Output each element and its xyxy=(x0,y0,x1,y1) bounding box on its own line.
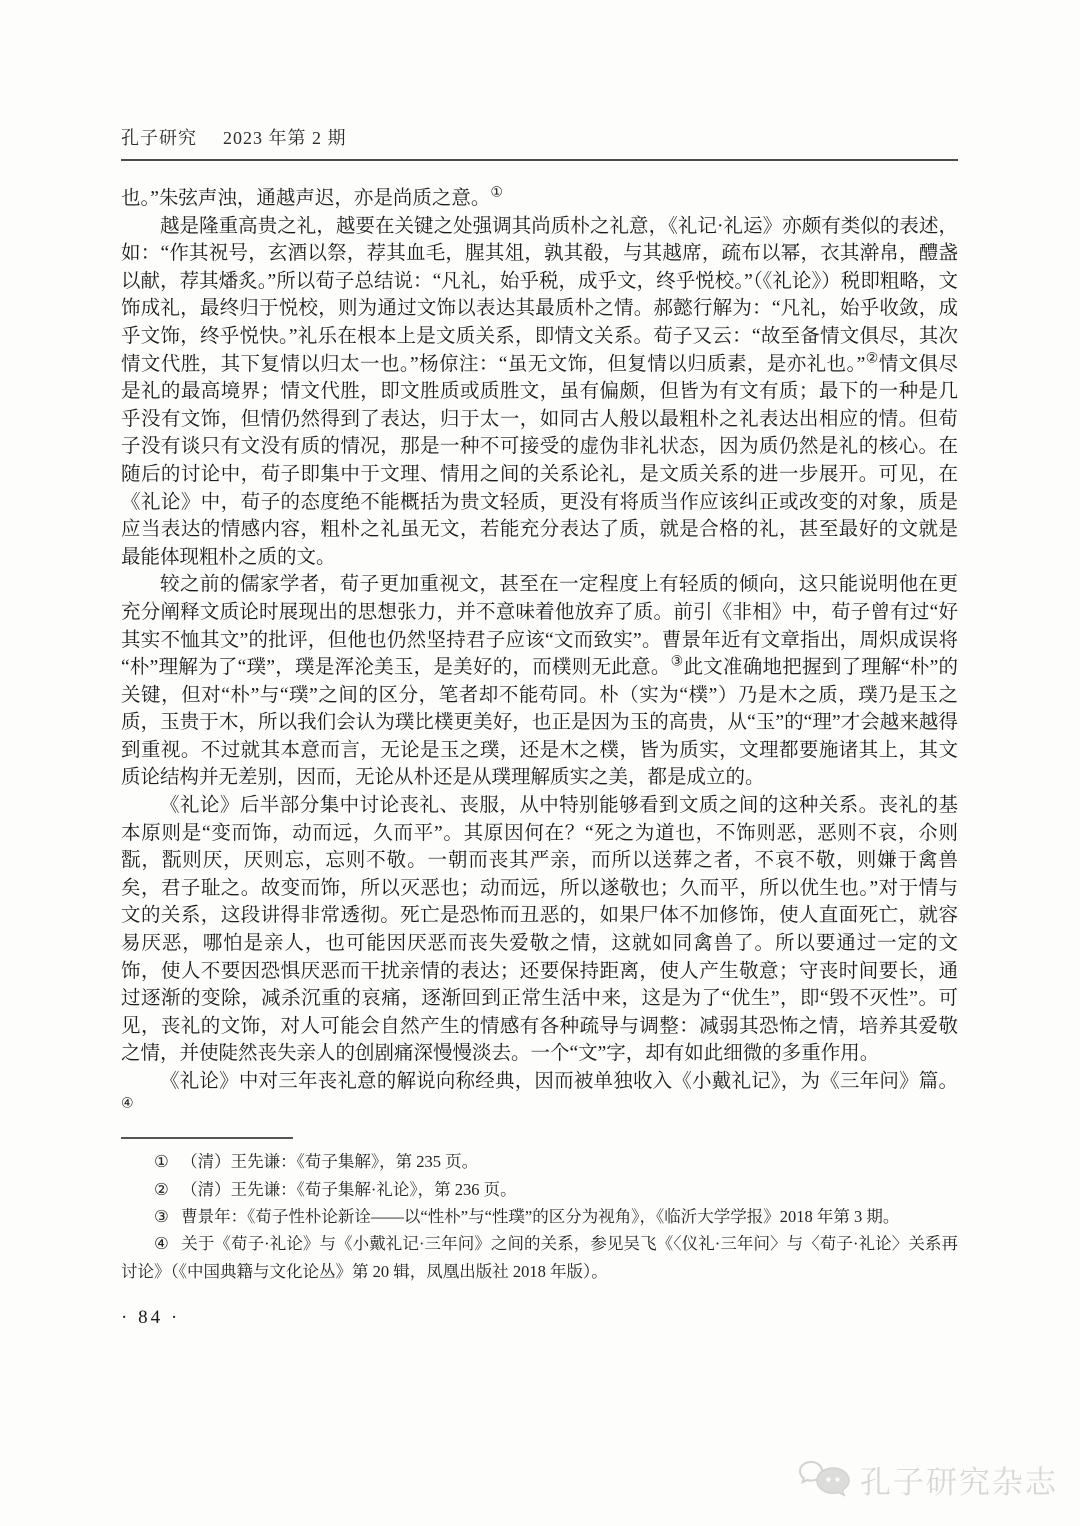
body-paragraph: 《礼论》后半部分集中讨论丧礼、丧服，从中特别能够看到文质之间的这种关系。丧礼的基本原则是“变而饰，动而远，久而平”。其原因何在？“死之为道也，不饰则恶，恶则不哀，尒则翫，翫则厌，厌则忘，忘则不敬。一朝而丧其严亲，而所以送葬之者，不哀不敬，则嫌于禽兽矣，君子耻之。故变而饰，所以灭恶也；动而远，所以遂敬也；久而平，所以优生也。”对于情与文的关系，这段讲得非常透彻。死亡是恐怖而丑恶的，如果尸体不加修饰，使人直面死亡，就容易厌恶，哪怕是亲人，也可能因厌恶而丧失爱敬之情，这就如同禽兽了。所以要通过一定的文饰，使人不要因恐惧厌恶而干扰亲情的表达；还要保持距离，使人产生敬意；守丧时间要长，通过逐渐的变除，减杀沉重的哀痛，逐渐回到正常生活中来，这是为了“优生”，即“毁不灭性”。可见，丧礼的文饰，对人可能会自然产生的情感有各种疏导与调整：减弱其恐怖之情，培养其爱敬之情，并使陡然丧失亲人的创剧痛深慢慢淡去。一个“文”字，却有如此细微的多重作用。 xyxy=(121,795,958,1065)
article-body xyxy=(121,185,958,1123)
body-paragraph: 越是隆重高贵之礼，越要在关键之处强调其尚质朴之礼意，《礼记·礼运》亦颇有类似的表述，如：“作其祝号，玄酒以祭，荐其血毛，腥其俎，孰其殽，与其越席，疏布以幂，衣其澣帛，醴盏以献，荐其燔炙。”所以荀子总结说：“凡礼，始乎税，成乎文，终乎悦校。”（《礼论》）税即粗略，文饰成礼，最终归于悦校，则为通过文饰以表达其最质朴之情。郝懿行解为：“凡礼，始乎收敛，成乎文饰，终乎悦快。”礼乐在根本上是文质关系，即情文关系。荀子又云：“故至备情文俱尽，其次情文代胜，其下复情以归太一也。”杨倞注：“虽无文饰，但复情以归质素，是亦礼也。”②情文俱尽是礼的最高境界；情文代胜，即文胜质或质胜文，虽有偏颇，但皆为有文有质；最下的一种是几乎没有文饰，但情仍然得到了表达，归于太一，如同古人般以最粗朴之礼表达出相应的情。但荀子没有谈只有文没有质的情况，那是一种不可接受的虚伪非礼状态，因为质仍然是礼的核心。在随后的讨论中，荀子即集中于文理、情用之间的关系论礼，是文质关系的进一步展开。可见，在《礼论》中，荀子的态度绝不能概括为贵文轻质，更没有将质当作应该纠正或改变的对象，质是应当表达的情感内容，粗朴之礼虽无文，若能充分表达了质，就是合格的礼，甚至最好的文就是最能体现粗朴之质的文。 xyxy=(121,215,958,568)
footnote-item xyxy=(121,1203,958,1230)
page-number: · 84 · xyxy=(121,1307,181,1329)
footnote-item xyxy=(121,1176,958,1203)
footnote-marker: ③ xyxy=(154,1207,169,1226)
header-rule xyxy=(121,159,958,161)
footnotes xyxy=(121,1148,958,1285)
footnote-text: 曹景年：《荀子性朴论新诠——以“性朴”与“性璞”的区分为视角》，《临沂大学学报》2018 年第 3 期。 xyxy=(181,1207,900,1226)
footnote-text: 关于《荀子·礼论》与《小戴礼记·三年问》之间的关系，参见吴飞《〈仪礼·三年问〉与〈荀子·礼论〉关系再讨论》（《中国典籍与文化论丛》第 20 辑，凤凰出版社 2018 年版）。 xyxy=(121,1234,958,1281)
body-paragraph: 《礼论》中对三年丧礼意的解说向称经典，因而被单独收入《小戴礼记》，为《三年问》篇。④ xyxy=(121,1071,958,1112)
wechat-icon xyxy=(797,1458,853,1502)
footnote-item xyxy=(121,1230,958,1285)
footnote-separator xyxy=(121,1137,293,1139)
footnote-marker: ④ xyxy=(154,1234,169,1254)
footnote-text: （清）王先谦：《荀子集解·礼论》，第 236 页。 xyxy=(181,1179,517,1199)
footnote-text: （清）王先谦：《荀子集解》，第 235 页。 xyxy=(181,1152,479,1172)
watermark xyxy=(797,1457,1058,1502)
running-head xyxy=(121,126,958,150)
body-paragraph: 也。”朱弦声浊，通越声迟，亦是尚质之意。① xyxy=(121,184,503,209)
journal-title: 孔子研究 xyxy=(121,128,197,148)
footnote-marker: ② xyxy=(154,1179,169,1199)
watermark-label: 孔子研究杂志 xyxy=(860,1465,1058,1500)
footnote-item xyxy=(121,1148,958,1175)
footnote-marker: ① xyxy=(154,1152,169,1172)
issue-label: 2023 年第 2 期 xyxy=(223,128,347,148)
body-paragraph: 较之前的儒家学者，荀子更加重视文，甚至在一定程度上有轻质的倾向，这只能说明他在更充分阐释文质论时展现出的思想张力，并不意味着他放弃了质。前引《非相》中，荀子曾有过“好其实不恤其文”的批评，但他也仍然坚持君子应该“文而致实”。曹景年近有文章指出，周炽成误将“朴”理解为了“璞”，璞是浑沦美玉，是美好的，而樸则无此意。③此文准确地把握到了理解“朴”的关键，但对“朴”与“璞”之间的区分，笔者却不能苟同。朴（实为“樸”）乃是木之质，璞乃是玉之质，玉贵于木，所以我们会认为璞比樸更美好，也正是因为玉的高贵，从“玉”的“理”才会越来越得到重视。不过就其本意而言，无论是玉之璞，还是木之樸，皆为质实，文理都要施诸其上，其文质论结构并无差别，因而，无论从朴还是从璞理解质实之美，都是成立的。 xyxy=(121,574,959,789)
